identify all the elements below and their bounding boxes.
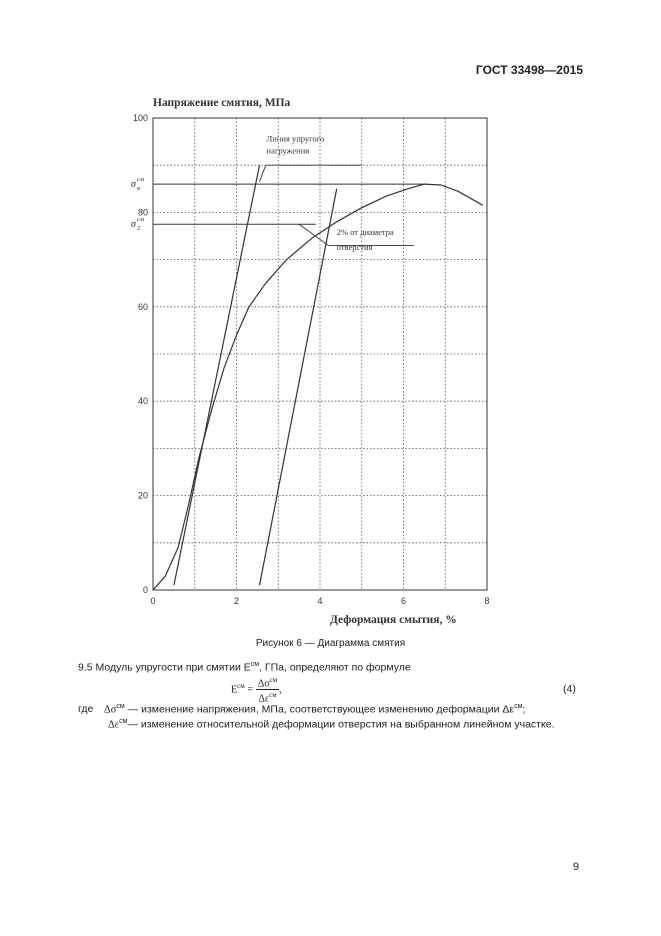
formula-lhs: E bbox=[231, 684, 238, 696]
y-tick-label: 20 bbox=[137, 490, 148, 501]
y-tick-label: 0 bbox=[142, 585, 148, 595]
formula-num: Δσ bbox=[257, 678, 270, 690]
where-label: где bbox=[78, 703, 94, 715]
chart-title: Напряжение смятия, МПа bbox=[153, 97, 291, 109]
def1-text: — изменение напряжения, МПа, соответствующее изменению деформации Δε bbox=[127, 703, 515, 716]
paragraph-9-5 bbox=[78, 661, 411, 674]
figure-caption: Рисунок 6 — Диаграмма смятия bbox=[255, 638, 406, 649]
sigma-b-label-superscript: см bbox=[137, 176, 145, 184]
x-tick-label: 0 bbox=[150, 596, 156, 606]
para-sup: см bbox=[250, 661, 260, 668]
page-number: 9 bbox=[572, 861, 579, 873]
chart-series bbox=[153, 165, 483, 590]
formula-number: (4) bbox=[563, 683, 576, 695]
formula-den: Δε bbox=[258, 693, 270, 705]
y-tick-label: 100 bbox=[132, 113, 148, 123]
sigma-2-label-superscript: см bbox=[137, 216, 145, 224]
formula-lhs-sup: см bbox=[237, 682, 245, 691]
offset-label-line: отверстия bbox=[336, 242, 373, 253]
series-line-2 bbox=[174, 165, 260, 585]
series-line-3 bbox=[260, 189, 337, 586]
formula-fraction bbox=[256, 675, 279, 705]
elastic-label-line: нагружения bbox=[266, 145, 310, 156]
formula-comma: , bbox=[279, 684, 282, 696]
elastic-label-line: Линия упругого bbox=[266, 133, 325, 144]
para-text2: , ГПа, определяют по формуле bbox=[259, 661, 411, 674]
chart-annotations bbox=[131, 133, 426, 252]
formula-den-sup: см bbox=[269, 691, 277, 700]
chart-grid bbox=[153, 118, 487, 590]
y-tick-label: 40 bbox=[137, 396, 148, 407]
x-tick-label: 2 bbox=[233, 596, 240, 606]
definition-2 bbox=[108, 718, 554, 731]
elastic-leader bbox=[259, 165, 265, 182]
formula-eq: = bbox=[247, 684, 254, 696]
offset-label-line: 2% от диаметра bbox=[336, 227, 394, 238]
sigma-2-label bbox=[131, 216, 144, 232]
chart-ticks bbox=[133, 113, 490, 606]
def1-tail-sup: см bbox=[514, 703, 523, 710]
para-text: 9.5 Модуль упругости при смятии E bbox=[78, 661, 251, 674]
y-tick-label: 60 bbox=[137, 301, 148, 312]
sigma-2-label-symbol: σ bbox=[131, 219, 136, 231]
document-code: ГОСТ 33498—2015 bbox=[475, 63, 583, 77]
x-tick-label: 4 bbox=[317, 596, 323, 606]
sigma-2-label-subscript: 2 bbox=[137, 225, 141, 233]
sigma-b-label bbox=[131, 176, 144, 192]
sigma-b-label-subscript: в bbox=[137, 185, 140, 193]
def2-text: — изменение относительной деформации отверстия на выбранном линейном участке. bbox=[127, 718, 555, 731]
def1-sup: см bbox=[116, 703, 125, 710]
def1-symbol: Δσ bbox=[104, 704, 117, 716]
definition-1 bbox=[104, 703, 525, 716]
x-tick-label: 8 bbox=[484, 596, 490, 606]
x-axis-label: Деформация смытия, % bbox=[330, 614, 457, 626]
def2-sup: см bbox=[119, 718, 128, 725]
formula-num-sup: см bbox=[269, 676, 278, 684]
offset-leader bbox=[299, 224, 328, 245]
y-tick-label: 80 bbox=[137, 207, 148, 218]
def1-end: ; bbox=[522, 703, 526, 716]
sigma-b-label-symbol: σ bbox=[131, 179, 136, 191]
def2-symbol: Δε bbox=[108, 719, 120, 731]
x-tick-label: 6 bbox=[400, 596, 407, 606]
formula bbox=[231, 675, 282, 705]
series-line-1 bbox=[153, 184, 483, 590]
